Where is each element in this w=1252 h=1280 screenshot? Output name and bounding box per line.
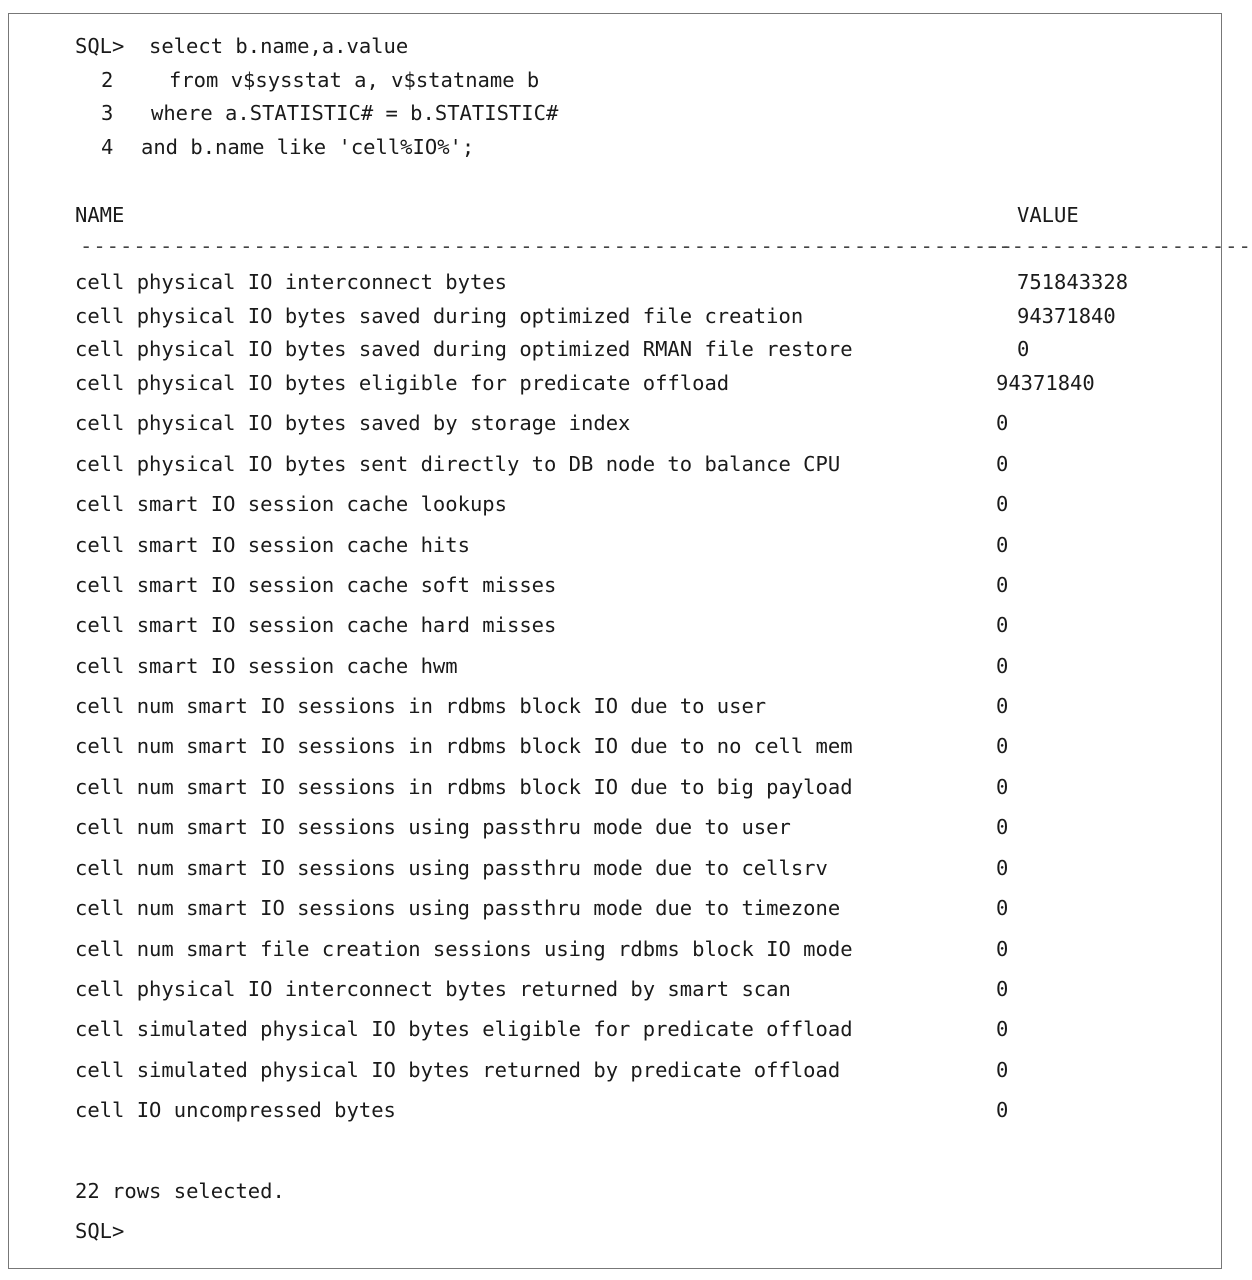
row-value: 0 xyxy=(1017,337,1030,361)
row-value: 0 xyxy=(996,411,1009,435)
row-name: cell IO uncompressed bytes xyxy=(75,1098,396,1122)
query-line-4-number: 4 xyxy=(101,135,114,159)
sql-prompt-final: SQL> xyxy=(75,1219,125,1243)
query-line-3: where a.STATISTIC# = b.STATISTIC# xyxy=(151,101,559,125)
row-name: cell simulated physical IO bytes returned by predicate offload xyxy=(75,1058,841,1082)
row-value: 0 xyxy=(996,977,1009,1001)
row-value: 0 xyxy=(996,937,1009,961)
row-value: 751843328 xyxy=(1017,270,1129,294)
row-name: cell physical IO bytes saved during optimized file creation xyxy=(75,304,804,328)
row-value: 0 xyxy=(996,492,1009,516)
row-name: cell num smart IO sessions using passthru mode due to timezone xyxy=(75,896,841,920)
query-line-1: select b.name,a.value xyxy=(149,34,409,58)
column-header-name: NAME xyxy=(75,203,125,227)
row-name: cell smart IO session cache hard misses xyxy=(75,613,557,637)
header-underline-name: ---------------------------------------------------------------------- xyxy=(80,234,1014,258)
row-name: cell physical IO bytes saved by storage index xyxy=(75,411,631,435)
row-name: cell num smart IO sessions in rdbms block IO due to user xyxy=(75,694,767,718)
row-value: 0 xyxy=(996,654,1009,678)
row-value: 0 xyxy=(996,896,1009,920)
header-underline-value: -------------------- xyxy=(985,234,1252,258)
row-name: cell num smart IO sessions using passthru mode due to cellsrv xyxy=(75,856,828,880)
query-line-4: and b.name like 'cell%IO%'; xyxy=(141,135,475,159)
row-name: cell num smart IO sessions in rdbms block IO due to no cell mem xyxy=(75,734,853,758)
sql-prompt-1: SQL> xyxy=(75,34,125,58)
row-name: cell physical IO interconnect bytes returned by smart scan xyxy=(75,977,791,1001)
row-name: cell num smart IO sessions using passthru mode due to user xyxy=(75,815,791,839)
row-value: 0 xyxy=(996,452,1009,476)
query-line-2-number: 2 xyxy=(101,68,114,92)
row-value: 0 xyxy=(996,856,1009,880)
row-name: cell smart IO session cache hwm xyxy=(75,654,458,678)
query-line-3-number: 3 xyxy=(101,101,114,125)
row-value: 94371840 xyxy=(1017,304,1116,328)
row-value: 0 xyxy=(996,1098,1009,1122)
row-value: 0 xyxy=(996,1058,1009,1082)
row-value: 0 xyxy=(996,533,1009,557)
row-name: cell smart IO session cache lookups xyxy=(75,492,507,516)
row-value: 0 xyxy=(996,1017,1009,1041)
row-value: 0 xyxy=(996,775,1009,799)
query-line-2: from v$sysstat a, v$statname b xyxy=(169,68,540,92)
row-name: cell physical IO interconnect bytes xyxy=(75,270,507,294)
row-value: 0 xyxy=(996,613,1009,637)
row-value: 0 xyxy=(996,734,1009,758)
column-header-value: VALUE xyxy=(1017,203,1079,227)
rows-selected-summary: 22 rows selected. xyxy=(75,1179,285,1203)
row-name: cell simulated physical IO bytes eligible for predicate offload xyxy=(75,1017,853,1041)
row-name: cell physical IO bytes saved during optimized RMAN file restore xyxy=(75,337,853,361)
row-name: cell num smart file creation sessions using rdbms block IO mode xyxy=(75,937,853,961)
row-name: cell num smart IO sessions in rdbms block IO due to big payload xyxy=(75,775,853,799)
row-value: 0 xyxy=(996,815,1009,839)
row-name: cell physical IO bytes eligible for predicate offload xyxy=(75,371,730,395)
row-value: 94371840 xyxy=(996,371,1095,395)
row-name: cell smart IO session cache hits xyxy=(75,533,470,557)
row-value: 0 xyxy=(996,573,1009,597)
row-name: cell physical IO bytes sent directly to DB node to balance CPU xyxy=(75,452,841,476)
row-value: 0 xyxy=(996,694,1009,718)
row-name: cell smart IO session cache soft misses xyxy=(75,573,557,597)
